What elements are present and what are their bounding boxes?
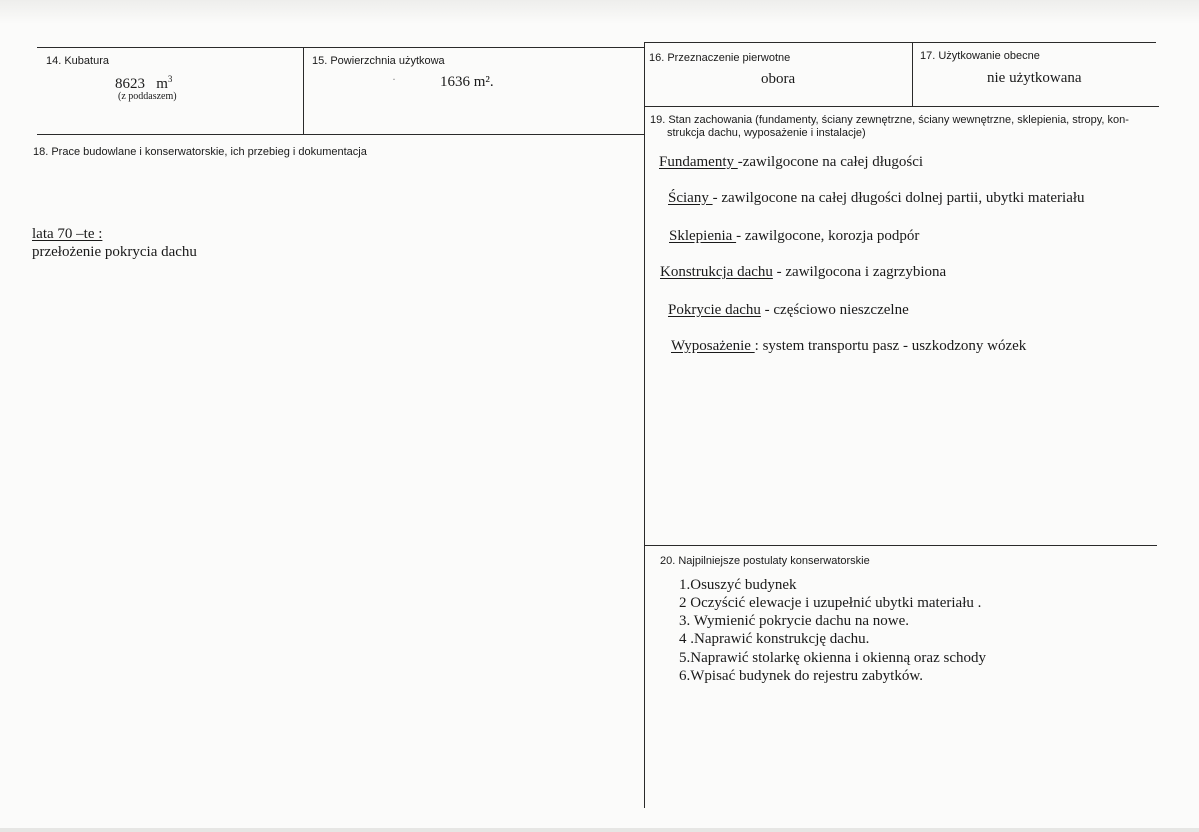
- field-18-text: przełożenie pokrycia dachu: [32, 244, 197, 260]
- rule-under-14-15: [37, 134, 644, 135]
- condition-item-pokrycie-dachu: Pokrycie dachu - częściowo nieszczelne: [668, 302, 909, 318]
- field-14-label: 14. Kubatura: [46, 55, 109, 67]
- top-rule-left: [37, 47, 644, 48]
- scan-bottom-edge: [0, 828, 1199, 832]
- postulate-item-5: 5.Naprawić stolarkę okienna i okienną oraz schody: [679, 650, 986, 666]
- rule-above-20: [644, 545, 1157, 546]
- postulate-item-1: 1.Osuszyć budynek: [679, 577, 797, 593]
- field-15-label: 15. Powierzchnia użytkowa: [312, 55, 445, 67]
- scan-top-edge: [0, 0, 1199, 24]
- top-rule-right: [644, 42, 1156, 43]
- field-14-value: 8623 $m^3$: [115, 74, 173, 92]
- field-17-label: 17. Użytkowanie obecne: [920, 50, 1040, 62]
- field-18-label: 18. Prace budowlane i konserwatorskie, ich przebieg i dokumentacja: [33, 146, 367, 158]
- postulate-item-3: 3. Wymienić pokrycie dachu na nowe.: [679, 613, 909, 629]
- postulate-item-4: 4 .Naprawić konstrukcję dachu.: [679, 631, 870, 647]
- rule-under-16-17: [644, 106, 1159, 107]
- field-15-value: 1636 m².: [440, 74, 494, 90]
- field-15-mark: ·: [392, 72, 396, 86]
- field-20-label: 20. Najpilniejsze postulaty konserwatorskie: [660, 555, 870, 567]
- condition-item-fundamenty: Fundamenty -zawilgocone na całej długości: [659, 154, 924, 170]
- postulate-item-6: 6.Wpisać budynek do rejestru zabytków.: [679, 668, 923, 684]
- center-divider: [644, 42, 645, 808]
- condition-item-konstrukcja-dachu: Konstrukcja dachu - zawilgocona i zagrzybiona: [660, 264, 947, 280]
- condition-item-sklepienia: Sklepienia - zawilgocone, korozja podpór: [669, 228, 920, 244]
- field-16-value: obora: [761, 71, 796, 87]
- postulate-item-2: 2 Oczyścić elewacje i uzupełnić ubytki materiału .: [679, 595, 982, 611]
- field-14-note: (z poddaszem): [118, 91, 177, 102]
- condition-item-sciany: Ściany - zawilgocone na całej długości dolnej partii, ubytki materiału: [668, 190, 1085, 206]
- field-17-value: nie użytkowana: [987, 70, 1082, 86]
- field-19-label-line1: 19. Stan zachowania (fundamenty, ściany zewnętrzne, ściany wewnętrzne, sklepienia, stropy, kon-: [650, 114, 1129, 126]
- divider-16-17: [912, 42, 913, 106]
- condition-item-wyposazenie: Wyposażenie : system transportu pasz - uszkodzony wózek: [671, 338, 1027, 354]
- field-16-label: 16. Przeznaczenie pierwotne: [649, 52, 791, 64]
- field-18-period: lata 70 –te :: [32, 226, 103, 242]
- divider-14-15: [303, 47, 304, 135]
- field-19-label-line2: strukcja dachu, wyposażenie i instalacje): [667, 127, 866, 139]
